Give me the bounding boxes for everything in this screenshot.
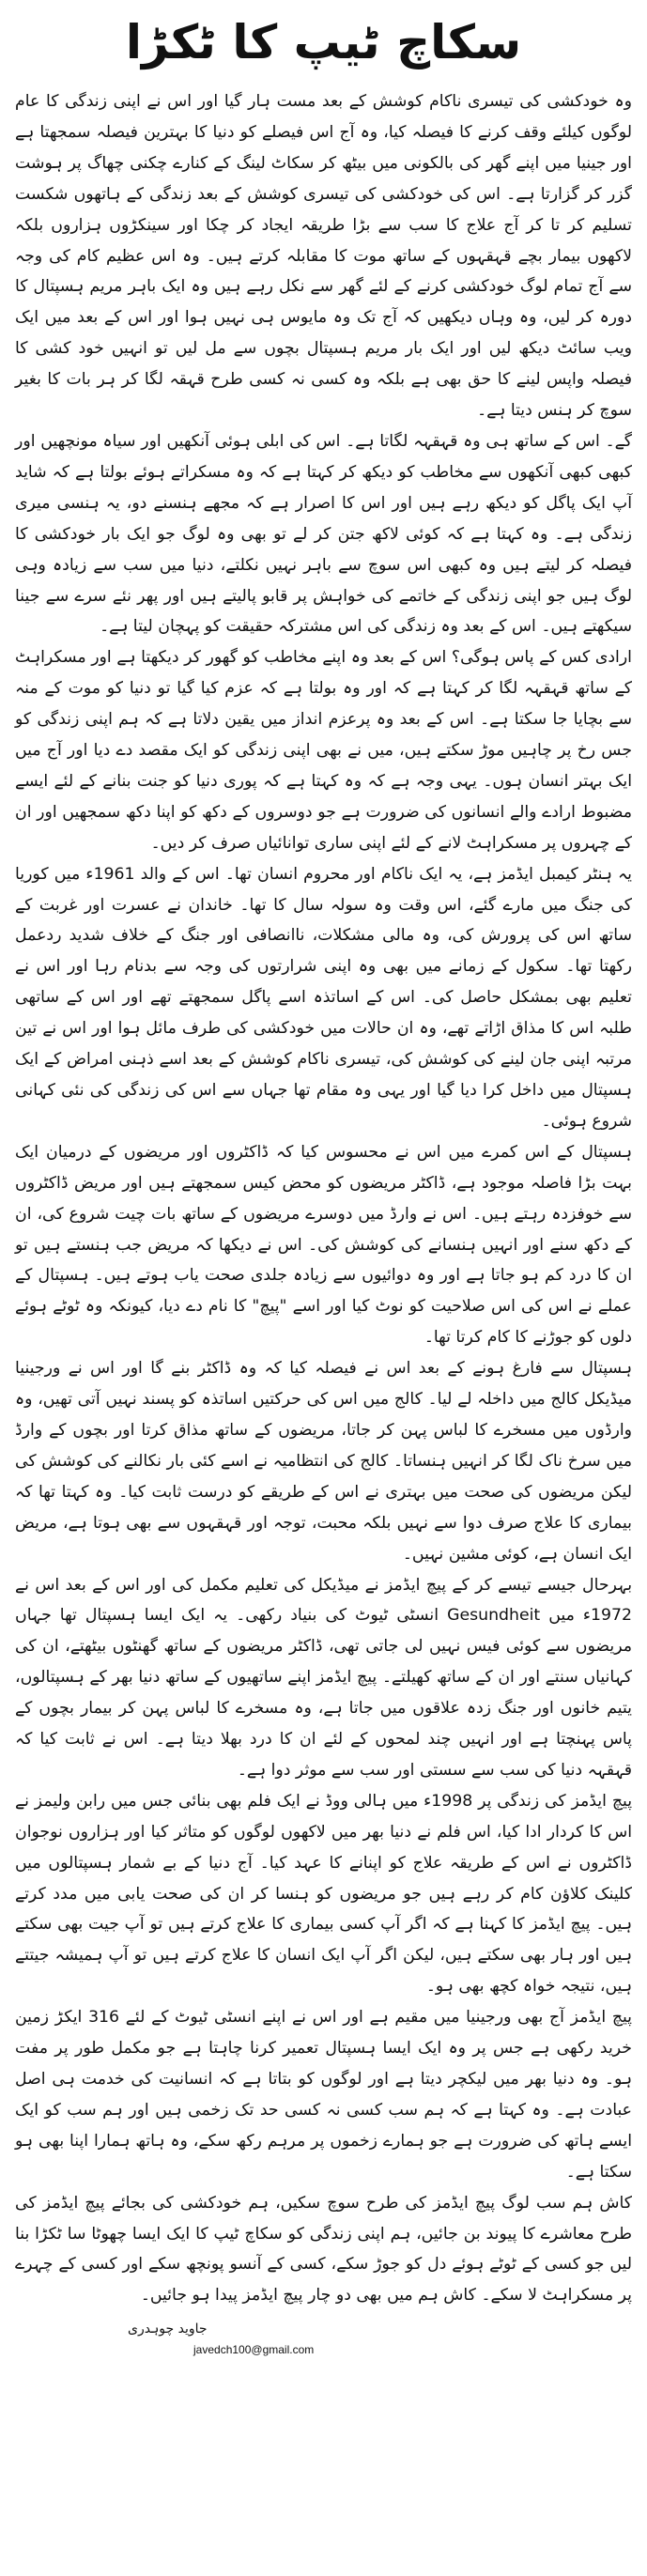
column-body <box>15 86 632 2311</box>
paragraph: گے۔ اس کے ساتھ ہی وہ قہقہہ لگاتا ہے۔ اس کی ابلی ہوئی آنکھیں اور سیاہ مونچھیں اور کبھی کبھی آنکھوں سے مخاطب کو دیکھ کر کہتا ہے کہ وہ مسکراتے ہوئے بولتا ہے کہ شاید آپ ایک پاگل کو دیکھ رہے ہیں اور اس کا اصرار ہے کہ مجھے ہنسنے دو، یہ ہنسی میری زندگی ہے۔ وہ کہتا ہے کہ کوئی لاکھ جتن کر لے تو بھی وہ لوگ جو ایک بار خودکشی کا فیصلہ کر لیتے ہیں وہ کبھی اس سوچ سے باہر نہیں نکلتے، دنیا میں سب سے زیادہ وہی لوگ ہیں جو اپنی زندگی کے خاتمے کی خواہش پر قابو پالیتے ہیں اور پھر نئے سرے سے جینا سیکھتے ہیں۔ اس کے بعد وہ زندگی کی اس مشترکہ حقیقت کو پہچان لیتا ہے۔ <box>15 431 632 637</box>
author-email: javedch100@gmail.com <box>193 2343 315 2357</box>
paragraph: کاش ہم سب لوگ پیچ ایڈمز کی طرح سوچ سکیں، ہم خودکشی کی بجائے پیچ ایڈمز کی طرح معاشرے کا پیوند بن جائیں، ہم اپنی زندگی کو سکاچ ٹیپ کا ایک ایسا چھوٹا سا ٹکڑا بنا لیں جو کسی کے ٹوٹے ہوئے دل کو جوڑ سکے، کسی کے آنسو پونچھ سکے اور کسی کے چہرے پر مسکراہٹ لا سکے۔ کاش ہم میں بھی دو چار پیچ ایڈمز پیدا ہو جائیں۔ <box>15 2193 632 2306</box>
paragraph: ارادی کس کے پاس ہوگی؟ اس کے بعد وہ اپنے مخاطب کو گھور کر دیکھتا ہے اور مسکراہٹ کے ساتھ قہقہہ لگا کر کہتا ہے کہ اور وہ بولتا ہے کہ عزم کیا گیا تو دنیا کو موت کے منہ سے بچایا جا سکتا ہے۔ اس کے بعد وہ پرعزم انداز میں یقین دلاتا ہے کہ ہم اپنی زندگی کو جس رخ پر چاہیں موڑ سکتے ہیں، میں نے بھی اپنی زندگی کو ایک مقصد دے دیا اور آج میں ایک بہتر انسان ہوں۔ یہی وجہ ہے کہ وہ کہتا ہے کہ پوری دنیا کو جنت بنانے کے لئے ایسے مضبوط ارادے والے انسانوں کی ضرورت ہے جو دوسروں کے دکھ کو اپنا دکھ سمجھیں اور ان کے چہروں پر مسکراہٹ لانے کے لئے اپنی ساری توانائیاں صرف کر دیں۔ <box>15 648 632 853</box>
author-name: جاوید چوہدری <box>128 2321 208 2337</box>
paragraph: پیچ ایڈمز کی زندگی پر 1998ء میں ہالی ووڈ نے ایک فلم بھی بنائی جس میں رابن ولیمز نے اس کا کردار ادا کیا، اس فلم نے دنیا بھر میں لاکھوں لوگوں کو متاثر کیا اور ہزاروں نوجوان ڈاکٹروں نے اس کے طریقہ علاج کو اپنانے کا عہد کیا۔ آج دنیا کے بے شمار ہسپتالوں میں کلینک کلاؤن کام کر رہے ہیں جو مریضوں کو ہنسا کر ان کی صحت یابی میں مدد کرتے ہیں۔ پیچ ایڈمز کا کہنا ہے کہ اگر آپ کسی بیماری کا علاج کرتے ہیں تو آپ جیت بھی سکتے ہیں اور ہار بھی سکتے ہیں، لیکن اگر آپ ایک انسان کا علاج کرتے ہیں تو آپ ہمیشہ جیتتے ہیں، نتیجہ خواہ کچھ بھی ہو۔ <box>15 1791 633 1997</box>
paragraph: یہ ہنٹر کیمبل ایڈمز ہے، یہ ایک ناکام اور محروم انسان تھا۔ اس کے والد 1961ء میں کوریا کی جنگ میں مارے گئے، اس وقت وہ سولہ سال کا تھا۔ خاندان نے عسرت اور غربت کے ساتھ اس کی پرورش کی، وہ مالی مشکلات، ناانصافی اور جنگ کے خلاف شدید ردعمل رکھتا تھا۔ سکول کے زمانے میں بھی وہ اپنی شرارتوں کی وجہ سے بدنام رہا اور اس نے تعلیم بھی بمشکل حاصل کی۔ اس کے اساتذہ اسے پاگل سمجھتے تھے اور اس کے ساتھی طلبہ اس کا مذاق اڑاتے تھے، وہ ان حالات میں خودکشی کی طرف مائل ہوا اور اس نے تین مرتبہ اپنی جان لینے کی کوشش کی، تیسری ناکام کوشش کے بعد اسے ذہنی امراض کے ایک ہسپتال میں داخل کرا دیا گیا اور یہی وہ مقام تھا جہاں سے اس کی زندگی کی نئی کہانی شروع ہوئی۔ <box>15 864 632 1131</box>
paragraph: ہسپتال سے فارغ ہونے کے بعد اس نے فیصلہ کیا کہ وہ ڈاکٹر بنے گا اور اس نے ورجینیا میڈیکل کالج میں داخلہ لے لیا۔ کالج میں اس کی حرکتیں اساتذہ کو پسند نہیں آتی تھیں، وہ وارڈوں میں مسخرے کا لباس پہن کر جاتا، مریضوں کے ساتھ مذاق کرتا اور بچوں کے وارڈ میں سرخ ناک لگا کر انہیں ہنساتا۔ کالج کی انتظامیہ نے اسے کئی بار نکالنے کی کوشش کی لیکن مریضوں کی صحت میں بہتری نے اس کے طریقے کو درست ثابت کیا۔ وہ کہتا تھا کہ بیماری کا علاج صرف دوا سے نہیں بلکہ محبت، توجہ اور قہقہوں سے بھی ہوتا ہے، مریض ایک انسان ہے، کوئی مشین نہیں۔ <box>15 1359 632 1564</box>
paragraph: پیچ ایڈمز آج بھی ورجینیا میں مقیم ہے اور اس نے اپنے انسٹی ٹیوٹ کے لئے 316 ایکڑ زمین خرید رکھی ہے جس پر وہ ایک ایسا ہسپتال تعمیر کرنا چاہتا ہے جو مکمل طور پر مفت ہو۔ وہ دنیا بھر میں لیکچر دیتا ہے اور لوگوں کو بتاتا ہے کہ انسانیت کی خدمت ہی اصل عبادت ہے۔ وہ کہتا ہے کہ ہم سب کسی نہ کسی حد تک زخمی ہیں اور ہم سب کو ایک ایسے ہاتھ کی ضرورت ہے جو ہمارے زخموں پر مرہم رکھ سکے، وہ ہاتھ ہمارا اپنا بھی ہو سکتا ہے۔ <box>15 2008 632 2182</box>
paragraph: ہسپتال کے اس کمرے میں اس نے محسوس کیا کہ ڈاکٹروں اور مریضوں کے درمیان ایک بہت بڑا فاصلہ موجود ہے، ڈاکٹر مریضوں کو محض کیس سمجھتے ہیں اور مریض ڈاکٹروں سے خوفزدہ رہتے ہیں۔ اس نے وارڈ میں دوسرے مریضوں کے ساتھ بات چیت شروع کی، ان کے دکھ سنے اور انہیں ہنسانے کی کوشش کی۔ اس نے دیکھا کہ مریض جب ہنستے ہیں تو ان کا درد کم ہو جاتا ہے اور وہ دوائیوں سے زیادہ جلدی صحت یاب ہوتے ہیں۔ ہسپتال کے عملے نے اس کی اس صلاحیت کو نوٹ کیا اور اسے "پیچ" کا نام دے دیا، کیونکہ وہ ٹوٹے ہوئے دلوں کو جوڑنے کا کام کرتا تھا۔ <box>15 1142 632 1348</box>
paragraph: بہرحال جیسے تیسے کر کے پیچ ایڈمز نے میڈیکل کی تعلیم مکمل کی اور اس کے بعد اس نے 1972ء میں Gesundheit انسٹی ٹیوٹ کی بنیاد رکھی۔ یہ ایک ایسا ہسپتال تھا جہاں مریضوں سے کوئی فیس نہیں لی جاتی تھی، ڈاکٹر مریضوں کے ساتھ گھنٹوں بیٹھتے، ان کی کہانیاں سنتے اور ان کے ساتھ کھیلتے۔ پیچ ایڈمز اپنے ساتھیوں کے ساتھ دنیا بھر کے ہسپتالوں، یتیم خانوں اور جنگ زدہ علاقوں میں جاتا ہے، وہ مسخرے کا لباس پہن کر بیمار بچوں کے پاس پہنچتا ہے اور انہیں چند لمحوں کے لئے ان کا درد بھلا دیتا ہے۔ اس نے ثابت کیا کہ قہقہہ دنیا کی سب سے سستی اور سب سے موثر دوا ہے۔ <box>15 1575 632 1780</box>
column-headline: سکاچ ٹیپ کا ٹکڑا <box>125 15 522 69</box>
paragraph: وہ خودکشی کی تیسری ناکام کوشش کے بعد مست ہار گیا اور اس نے اپنی زندگی کا عام لوگوں کیلئے وقف کرنے کا فیصلہ کیا، وہ آج اس فیصلے کو دنیا کا بہترین فیصلہ سمجھتا ہے اور جینیا میں اپنے گھر کی بالکونی میں بیٹھ کر سکاٹ لینگ کے کنارے چکنی چھاگ پر ہوشت گزر کر گزارتا ہے۔ اس کی خودکشی کی تیسری کوشش کے بعد زندگی کے ہاتھوں شکست تسلیم کر تا کر آج علاج کا سب سے بڑا طریقہ ایجاد کر چکا اور سینکڑوں ہزاروں بلکہ لاکھوں بیمار بچے قہقہوں کے ساتھ موت کا مقابلہ کرتے ہیں۔ وہ اس عظیم کام کی وجہ سے آج تمام لوگ خودکشی کرنے کے لئے گھر سے نکل رہے ہیں وہ ایک باہر مریم ہسپتال کا دورہ کر لیں، وہ وہاں دیکھیں کہ آج تک وہ مایوس ہی نہیں ہوا اور اس کے بعد میں ایک ویب سائٹ دیکھ لیں اور ایک بار مریم ہسپتال بچوں سے مل لیں تو انہیں خود کشی کا فیصلہ واپس لینے کا حق بھی ہے بلکہ وہ کسی نہ کسی طرح قہقہ لگا کر ہر بات کا بغیر سوچ کر ہنس دیتا ہے۔ <box>15 92 632 421</box>
author-signature <box>15 2319 632 2360</box>
